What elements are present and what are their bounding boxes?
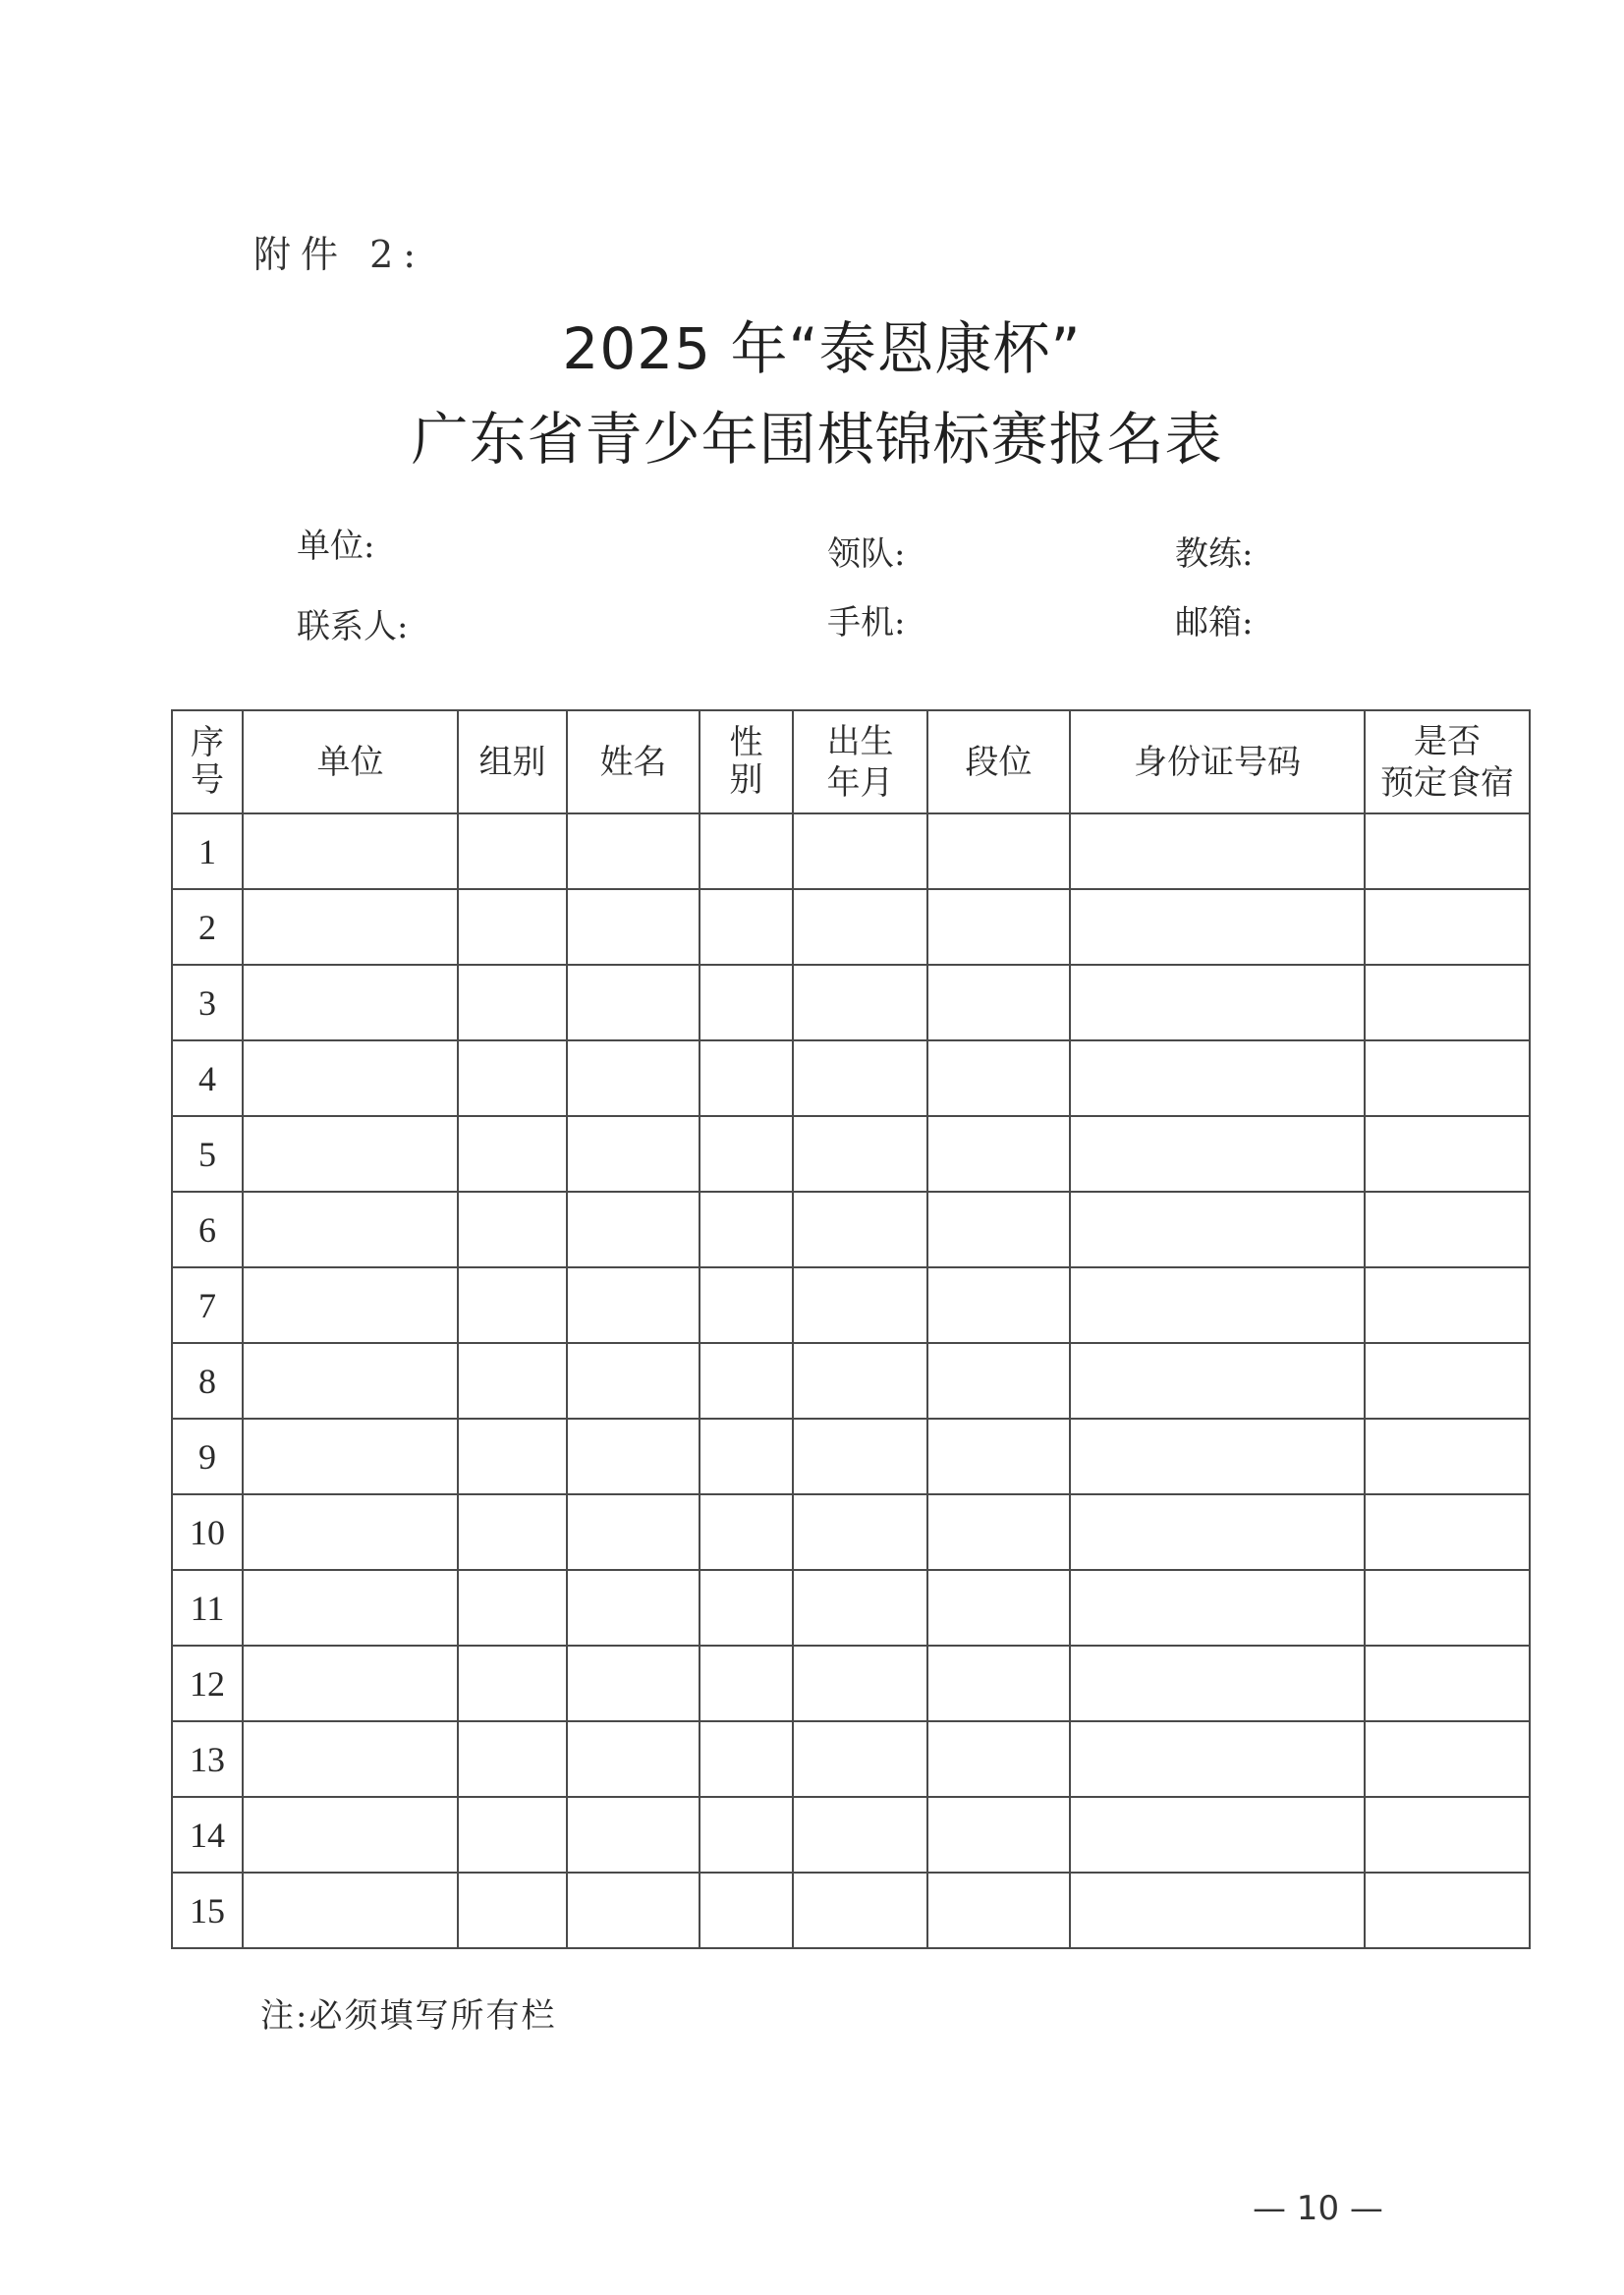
cell-birth[interactable] <box>793 1494 927 1570</box>
title-line-1: 2025 年“泰恩康杯” <box>562 315 1082 382</box>
email-field-label: 邮箱: <box>1175 603 1254 643</box>
cell-gender[interactable] <box>700 1570 793 1646</box>
row-index: 15 <box>172 1873 243 1948</box>
cell-group[interactable] <box>458 1721 567 1797</box>
unit-field-label: 单位: <box>297 527 375 566</box>
cell-birth[interactable] <box>793 1192 927 1267</box>
cell-name[interactable] <box>567 965 700 1040</box>
cell-rank[interactable] <box>927 1343 1070 1419</box>
cell-lodging[interactable] <box>1365 813 1530 889</box>
cell-gender[interactable] <box>700 1116 793 1192</box>
cell-gender[interactable] <box>700 1267 793 1343</box>
cell-unit[interactable] <box>243 1116 458 1192</box>
cell-unit[interactable] <box>243 1721 458 1797</box>
cell-name[interactable] <box>567 1494 700 1570</box>
cell-rank[interactable] <box>927 1570 1070 1646</box>
cell-birth[interactable] <box>793 965 927 1040</box>
header-rank: 段位 <box>927 710 1070 813</box>
header-gender: 性别 <box>700 710 793 813</box>
cell-birth[interactable] <box>793 1721 927 1797</box>
cell-rank[interactable] <box>927 965 1070 1040</box>
cell-id-number[interactable] <box>1070 1570 1365 1646</box>
cell-lodging[interactable] <box>1365 1646 1530 1721</box>
cell-group[interactable] <box>458 889 567 965</box>
cell-unit[interactable] <box>243 1797 458 1873</box>
cell-gender[interactable] <box>700 1873 793 1948</box>
cell-id-number[interactable] <box>1070 1267 1365 1343</box>
cell-group[interactable] <box>458 1873 567 1948</box>
cell-birth[interactable] <box>793 1419 927 1494</box>
footnote: 注:必须填写所有栏 <box>260 1996 557 2036</box>
cell-group[interactable] <box>458 813 567 889</box>
cell-id-number[interactable] <box>1070 889 1365 965</box>
cell-rank[interactable] <box>927 889 1070 965</box>
cell-group[interactable] <box>458 1419 567 1494</box>
cell-lodging[interactable] <box>1365 1494 1530 1570</box>
cell-name[interactable] <box>567 1721 700 1797</box>
cell-rank[interactable] <box>927 1267 1070 1343</box>
cell-lodging[interactable] <box>1365 1797 1530 1873</box>
cell-birth[interactable] <box>793 889 927 965</box>
cell-rank[interactable] <box>927 1040 1070 1116</box>
cell-lodging[interactable] <box>1365 1040 1530 1116</box>
row-index: 13 <box>172 1721 243 1797</box>
title-line-2: 广东省青少年围棋锦标赛报名表 <box>411 406 1223 473</box>
row-index: 6 <box>172 1192 243 1267</box>
cell-birth[interactable] <box>793 1797 927 1873</box>
cell-unit[interactable] <box>243 1873 458 1948</box>
table-row <box>172 889 1530 965</box>
cell-unit[interactable] <box>243 1343 458 1419</box>
cell-gender[interactable] <box>700 1343 793 1419</box>
cell-lodging[interactable] <box>1365 889 1530 965</box>
cell-lodging[interactable] <box>1365 1343 1530 1419</box>
cell-gender[interactable] <box>700 1419 793 1494</box>
cell-lodging[interactable] <box>1365 1873 1530 1948</box>
cell-gender[interactable] <box>700 1721 793 1797</box>
registration-table <box>171 709 1531 1949</box>
cell-group[interactable] <box>458 1646 567 1721</box>
cell-group[interactable] <box>458 965 567 1040</box>
header-id-number: 身份证号码 <box>1070 710 1365 813</box>
cell-group[interactable] <box>458 1267 567 1343</box>
cell-unit[interactable] <box>243 965 458 1040</box>
header-birth: 出生 年月 <box>793 710 927 813</box>
cell-name[interactable] <box>567 813 700 889</box>
cell-id-number[interactable] <box>1070 1040 1365 1116</box>
cell-name[interactable] <box>567 1267 700 1343</box>
cell-group[interactable] <box>458 1797 567 1873</box>
cell-unit[interactable] <box>243 1494 458 1570</box>
team-leader-field-label: 领队: <box>827 534 906 574</box>
row-index: 11 <box>172 1570 243 1646</box>
cell-lodging[interactable] <box>1365 965 1530 1040</box>
cell-id-number[interactable] <box>1070 965 1365 1040</box>
cell-rank[interactable] <box>927 813 1070 889</box>
contact-field-label: 联系人: <box>297 607 409 646</box>
cell-id-number[interactable] <box>1070 1797 1365 1873</box>
cell-gender[interactable] <box>700 1797 793 1873</box>
cell-id-number[interactable] <box>1070 1192 1365 1267</box>
cell-rank[interactable] <box>927 1646 1070 1721</box>
cell-birth[interactable] <box>793 1873 927 1948</box>
cell-name[interactable] <box>567 1192 700 1267</box>
cell-rank[interactable] <box>927 1797 1070 1873</box>
cell-birth[interactable] <box>793 1646 927 1721</box>
cell-gender[interactable] <box>700 1192 793 1267</box>
header-name: 姓名 <box>567 710 700 813</box>
cell-rank[interactable] <box>927 1116 1070 1192</box>
cell-id-number[interactable] <box>1070 1494 1365 1570</box>
row-index: 9 <box>172 1419 243 1494</box>
page-number: — 10 — <box>1253 2189 1383 2228</box>
cell-unit[interactable] <box>243 1040 458 1116</box>
cell-unit[interactable] <box>243 1267 458 1343</box>
row-index: 3 <box>172 965 243 1040</box>
row-index: 5 <box>172 1116 243 1192</box>
cell-name[interactable] <box>567 1570 700 1646</box>
table-row <box>172 1116 1530 1192</box>
cell-unit[interactable] <box>243 813 458 889</box>
cell-lodging[interactable] <box>1365 1721 1530 1797</box>
header-group: 组别 <box>458 710 567 813</box>
coach-field-label: 教练: <box>1175 534 1254 574</box>
cell-group[interactable] <box>458 1570 567 1646</box>
table-row <box>172 965 1530 1040</box>
table-header-row <box>172 710 1530 813</box>
cell-rank[interactable] <box>927 1721 1070 1797</box>
cell-unit[interactable] <box>243 1419 458 1494</box>
table-row <box>172 1267 1530 1343</box>
cell-id-number[interactable] <box>1070 1721 1365 1797</box>
row-index: 4 <box>172 1040 243 1116</box>
cell-name[interactable] <box>567 889 700 965</box>
row-index: 10 <box>172 1494 243 1570</box>
cell-id-number[interactable] <box>1070 1419 1365 1494</box>
cell-id-number[interactable] <box>1070 1873 1365 1948</box>
table-row <box>172 1419 1530 1494</box>
cell-name[interactable] <box>567 1797 700 1873</box>
cell-lodging[interactable] <box>1365 1192 1530 1267</box>
table-row <box>172 1646 1530 1721</box>
cell-group[interactable] <box>458 1040 567 1116</box>
cell-id-number[interactable] <box>1070 1646 1365 1721</box>
cell-birth[interactable] <box>793 1116 927 1192</box>
cell-group[interactable] <box>458 1116 567 1192</box>
cell-birth[interactable] <box>793 1570 927 1646</box>
cell-gender[interactable] <box>700 813 793 889</box>
cell-unit[interactable] <box>243 1570 458 1646</box>
cell-rank[interactable] <box>927 1494 1070 1570</box>
cell-id-number[interactable] <box>1070 1116 1365 1192</box>
table-row <box>172 1192 1530 1267</box>
row-index: 8 <box>172 1343 243 1419</box>
cell-unit[interactable] <box>243 1646 458 1721</box>
cell-lodging[interactable] <box>1365 1570 1530 1646</box>
cell-rank[interactable] <box>927 1419 1070 1494</box>
row-index: 12 <box>172 1646 243 1721</box>
cell-gender[interactable] <box>700 1494 793 1570</box>
table-row <box>172 1570 1530 1646</box>
cell-birth[interactable] <box>793 1040 927 1116</box>
cell-rank[interactable] <box>927 1873 1070 1948</box>
row-index: 7 <box>172 1267 243 1343</box>
cell-group[interactable] <box>458 1494 567 1570</box>
cell-lodging[interactable] <box>1365 1116 1530 1192</box>
cell-birth[interactable] <box>793 1267 927 1343</box>
cell-name[interactable] <box>567 1116 700 1192</box>
cell-lodging[interactable] <box>1365 1267 1530 1343</box>
table-row <box>172 1873 1530 1948</box>
cell-group[interactable] <box>458 1343 567 1419</box>
table-row <box>172 1343 1530 1419</box>
header-lodging: 是否 预定食宿 <box>1365 710 1530 813</box>
cell-gender[interactable] <box>700 1040 793 1116</box>
cell-gender[interactable] <box>700 965 793 1040</box>
table-row <box>172 813 1530 889</box>
cell-birth[interactable] <box>793 1343 927 1419</box>
cell-group[interactable] <box>458 1192 567 1267</box>
cell-lodging[interactable] <box>1365 1419 1530 1494</box>
table-row <box>172 1494 1530 1570</box>
cell-unit[interactable] <box>243 1192 458 1267</box>
cell-name[interactable] <box>567 1646 700 1721</box>
cell-rank[interactable] <box>927 1192 1070 1267</box>
phone-field-label: 手机: <box>827 603 906 643</box>
table-row <box>172 1721 1530 1797</box>
cell-id-number[interactable] <box>1070 1343 1365 1419</box>
row-index: 14 <box>172 1797 243 1873</box>
attachment-label: 附件 2: <box>253 233 426 276</box>
table-row <box>172 1040 1530 1116</box>
cell-name[interactable] <box>567 1419 700 1494</box>
cell-name[interactable] <box>567 1343 700 1419</box>
cell-id-number[interactable] <box>1070 813 1365 889</box>
header-index: 序号 <box>172 710 243 813</box>
header-unit: 单位 <box>243 710 458 813</box>
cell-gender[interactable] <box>700 1646 793 1721</box>
row-index: 1 <box>172 813 243 889</box>
cell-birth[interactable] <box>793 813 927 889</box>
table-row <box>172 1797 1530 1873</box>
row-index: 2 <box>172 889 243 965</box>
cell-unit[interactable] <box>243 889 458 965</box>
cell-gender[interactable] <box>700 889 793 965</box>
cell-name[interactable] <box>567 1040 700 1116</box>
cell-name[interactable] <box>567 1873 700 1948</box>
